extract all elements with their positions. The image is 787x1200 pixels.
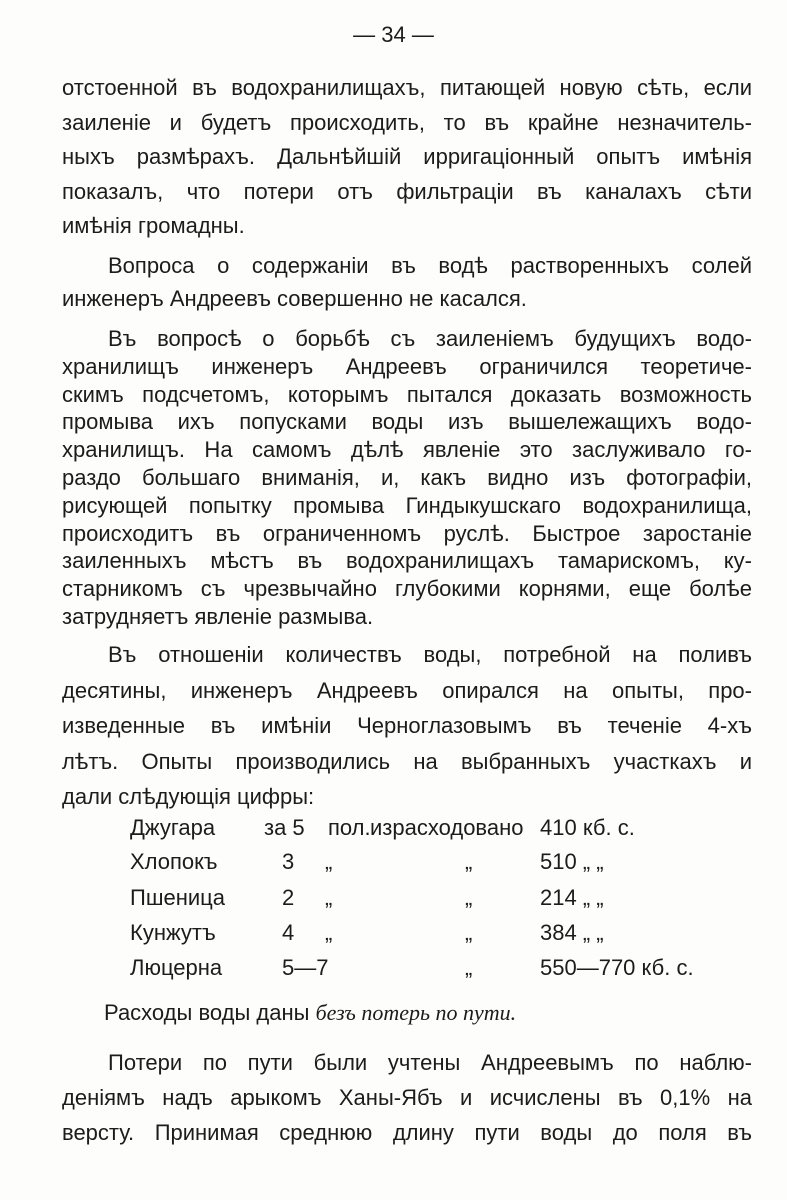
text-line: десятины, инженеръ Андреевъ опирался на опыты, про- (62, 678, 752, 703)
table-cell-amount: 550—770 кб. с. (540, 955, 694, 980)
text-line: заиленныхъ мѣстъ въ водохранилищахъ тамарискомъ, ку- (62, 548, 752, 573)
table-cell-crop: Пшеница (130, 885, 225, 910)
table-cell-pol: 2 (282, 885, 295, 910)
table-cell-crop: Люцерна (130, 955, 223, 980)
text-line: лѣтъ. Опыты производились на выбранныхъ участкахъ и (62, 749, 752, 774)
text-line: Потери по пути были учтены Андреевымъ по наблю- (108, 1050, 752, 1075)
text-line: хранилищъ инженеръ Андреевъ ограничился теоретиче- (62, 354, 752, 379)
note-italic: безъ потерь по пути. (315, 1000, 517, 1025)
table-cell-amount: 510 „ „ (540, 849, 604, 874)
table-cell-amount: 214 „ „ (540, 885, 604, 910)
text-line: рисующей попытку промыва Гиндыкушскаго водохранилища, (62, 493, 752, 518)
table-cell-verb: „ (465, 955, 473, 980)
table-cell-unit: „ (325, 885, 333, 910)
table-row (130, 954, 750, 982)
text-line: хранилищъ. На самомъ дѣлѣ явленіе это заслуживало го- (62, 437, 752, 462)
table-cell-crop: Джугара (130, 815, 216, 840)
table-cell-pol: 5—7 (282, 955, 329, 980)
table-cell-amount: 410 кб. с. (540, 815, 635, 840)
table-cell-verb: „ (465, 849, 473, 874)
table-row (130, 814, 750, 842)
table-cell-unit: пол. (328, 815, 371, 840)
text-line: изведенные въ имѣніи Черноглазовымъ въ теченіе 4-хъ (62, 713, 752, 738)
table-row (130, 919, 750, 947)
text-line: отстоенной въ водохранилищахъ, питающей новую сѣть, если (62, 75, 752, 100)
table-cell-verb: „ (465, 885, 473, 910)
text-line: версту. Принимая среднюю длину пути воды до поля въ (62, 1120, 752, 1145)
page-number: — 34 — (353, 22, 434, 47)
table-cell-crop: Кунжутъ (130, 920, 216, 945)
text-line: затрудняетъ явленіе размыва. (62, 604, 374, 629)
table-cell-pol: 4 (282, 920, 295, 945)
text-line: раздо большаго вниманія, и, какъ видно изъ фотографіи, (62, 465, 752, 490)
table-cell-pol: за 5 (264, 815, 305, 840)
table-row (130, 884, 750, 912)
text-line: скимъ подсчетомъ, которымъ пытался доказать возможность (62, 382, 752, 407)
table-cell-verb: израсходовано (370, 815, 524, 840)
text-line: имѣнія громадны. (62, 213, 245, 238)
text-line: показалъ, что потери отъ фильтраціи въ каналахъ сѣти (62, 179, 752, 204)
table-cell-unit: „ (325, 920, 333, 945)
text-line: происходитъ въ ограниченномъ руслѣ. Быстрое заростаніе (62, 521, 752, 546)
note (104, 999, 516, 1027)
note-text: Расходы воды даны (104, 1000, 310, 1025)
table-cell-verb: „ (465, 920, 473, 945)
text-line: ныхъ размѣрахъ. Дальнѣйшій ирригаціонный опытъ имѣнія (62, 144, 752, 169)
text-line: старникомъ съ чрезвычайно глубокими корнями, еще болѣе (62, 576, 752, 601)
table-row (130, 848, 750, 876)
text-line: инженеръ Андреевъ совершенно не касался. (62, 286, 527, 311)
text-line: Вопроса о содержаніи въ водѣ растворенныхъ солей (108, 253, 752, 278)
text-line: деніямъ надъ арыкомъ Ханы-Ябъ и исчислены въ 0,1% на (62, 1085, 752, 1110)
text-line: Въ отношеніи количествъ воды, потребной на поливъ (108, 642, 752, 667)
text-line: дали слѣдующія цифры: (62, 784, 315, 809)
text-line: промыва ихъ попусками воды изъ вышележащихъ водо- (62, 409, 752, 434)
table-cell-amount: 384 „ „ (540, 920, 604, 945)
text-line: заиленіе и будетъ происходить, то въ крайне незначитель- (62, 110, 752, 135)
table-cell-crop: Хлопокъ (130, 849, 218, 874)
table-cell-unit: „ (325, 849, 333, 874)
text-line: Въ вопросѣ о борьбѣ съ заиленіемъ будущихъ водо- (108, 326, 752, 351)
table-cell-pol: 3 (282, 849, 295, 874)
